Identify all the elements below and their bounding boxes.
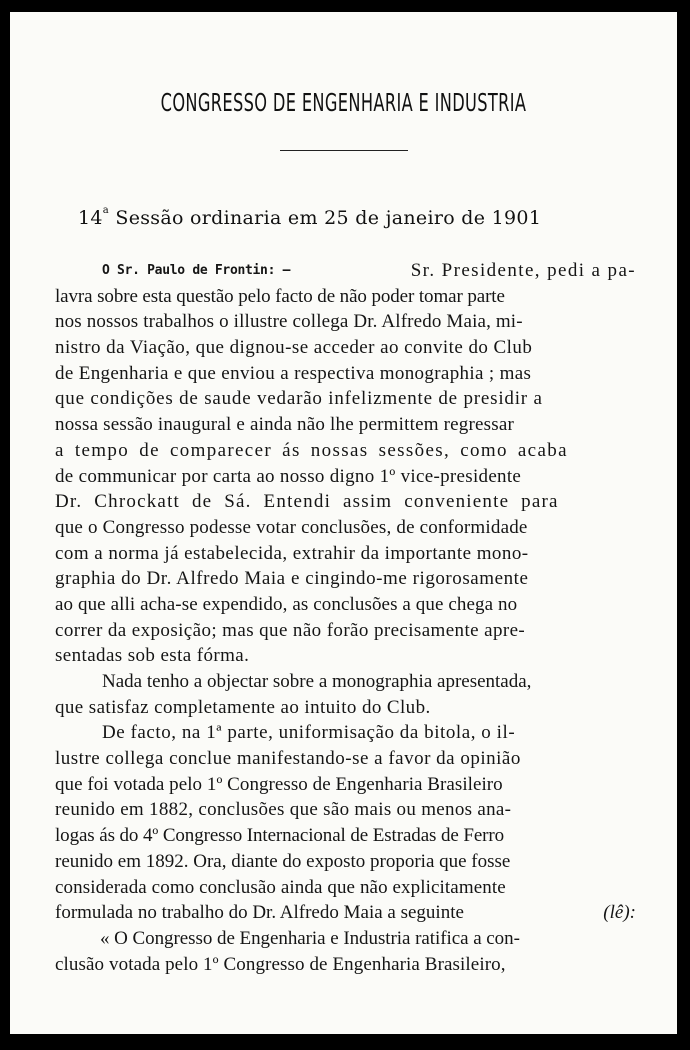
text-line <box>55 515 636 541</box>
text-line <box>55 335 636 361</box>
line-text: reunido em 1882, conclusões que são mais ou menos ana- <box>55 799 512 821</box>
line-text: reunido em 1892. Ora, diante do exposto proporia que fosse <box>55 850 511 872</box>
text-line <box>55 643 636 669</box>
line-text: que foi votada pelo 1º Congresso de Engenharia Brasileiro <box>55 773 503 795</box>
line-text: lustre collega conclue manifestando-se a favor da opinião <box>55 748 521 770</box>
text-line <box>55 926 636 952</box>
line-text-italic: (lê): <box>603 902 636 924</box>
line-text: clusão votada pelo 1º Congresso de Engenharia Brasileiro, <box>55 953 506 975</box>
text-line <box>55 669 636 695</box>
text-line <box>55 284 636 310</box>
line-text: correr da exposição; mas que não forão precisamente apre- <box>55 619 526 641</box>
text-line <box>55 464 636 490</box>
text-line <box>55 438 636 464</box>
text-line <box>55 309 636 335</box>
line-text: Dr. Chrockatt de Sá. Entendi assim conveniente para <box>55 491 559 513</box>
text-line <box>55 258 636 284</box>
line-text: com a norma já estabelecida, extrahir da importante mono- <box>55 542 529 564</box>
line-text: nistro da Viação, que dignou-se acceder ao convite do Club <box>55 337 533 359</box>
line-text: Nada tenho a objectar sobre a monographia apresentada, <box>102 671 532 692</box>
session-heading <box>78 207 637 229</box>
line-text: Sr. Presidente, pedi a pa- <box>410 260 636 281</box>
line-text: de Engenharia e que enviou a respectiva monographia ; mas <box>55 362 532 384</box>
text-line <box>55 952 636 978</box>
text-line <box>55 772 636 798</box>
text-line <box>55 823 636 849</box>
document-body <box>55 258 636 977</box>
session-ordinal: 14 <box>78 207 103 229</box>
line-text: que satisfaz completamente ao intuito do Club. <box>55 696 431 718</box>
text-line <box>55 541 636 567</box>
document-title: CONGRESSO DE ENGENHARIA E INDUSTRIA <box>160 88 527 117</box>
text-line <box>55 797 636 823</box>
line-text: nos nossos trabalhos o illustre collega Dr. Alfredo Maia, mi- <box>55 311 523 333</box>
text-line <box>55 618 636 644</box>
text-line <box>55 412 636 438</box>
text-line <box>55 746 636 772</box>
line-text: de communicar por carta ao nosso digno 1º vice-presidente <box>55 465 522 487</box>
text-line <box>55 592 636 618</box>
title-divider <box>280 150 408 151</box>
line-text: que o Congresso podesse votar conclusões, de conformidade <box>55 516 528 538</box>
text-line <box>55 489 636 515</box>
line-text: sentadas sob esta fórma. <box>55 645 250 667</box>
line-text: formulada no trabalho do Dr. Alfredo Maia a seguinte <box>55 902 464 924</box>
text-line <box>55 566 636 592</box>
text-line <box>55 361 636 387</box>
line-text: a tempo de comparecer ás nossas sessões, como acaba <box>55 439 568 461</box>
text-line <box>55 875 636 901</box>
session-ordinal-suffix: a <box>102 205 110 216</box>
line-text: considerada como conclusão ainda que não explicitamente <box>55 876 506 898</box>
session-text: Sessão ordinaria em 25 de janeiro de 1901 <box>115 207 542 229</box>
line-text: nossa sessão inaugural e ainda não lhe permittem regressar <box>55 414 514 436</box>
document-page <box>10 12 677 1034</box>
text-line <box>55 386 636 412</box>
line-text: De facto, na 1ª parte, uniformisação da bitola, o il- <box>102 722 516 744</box>
line-text: logas ás do 4º Congresso Internacional de Estradas de Ferro <box>55 825 505 847</box>
text-line <box>55 900 636 926</box>
line-text: ao que alli acha-se expendido, as conclusões a que chega no <box>55 593 518 615</box>
text-line <box>55 695 636 721</box>
speaker-name: O Sr. Paulo de Frontin: — <box>102 263 291 278</box>
line-text: que condições de saude vedarão infelizmente de presidir a <box>55 388 543 410</box>
line-text: lavra sobre esta questão pelo facto de não poder tomar parte <box>55 285 505 307</box>
line-text: graphia do Dr. Alfredo Maia e cingindo-me rigorosamente <box>55 568 529 590</box>
text-line <box>55 720 636 746</box>
line-text: « O Congresso de Engenharia e Industria ratifica a con- <box>100 927 520 949</box>
text-line <box>55 849 636 875</box>
